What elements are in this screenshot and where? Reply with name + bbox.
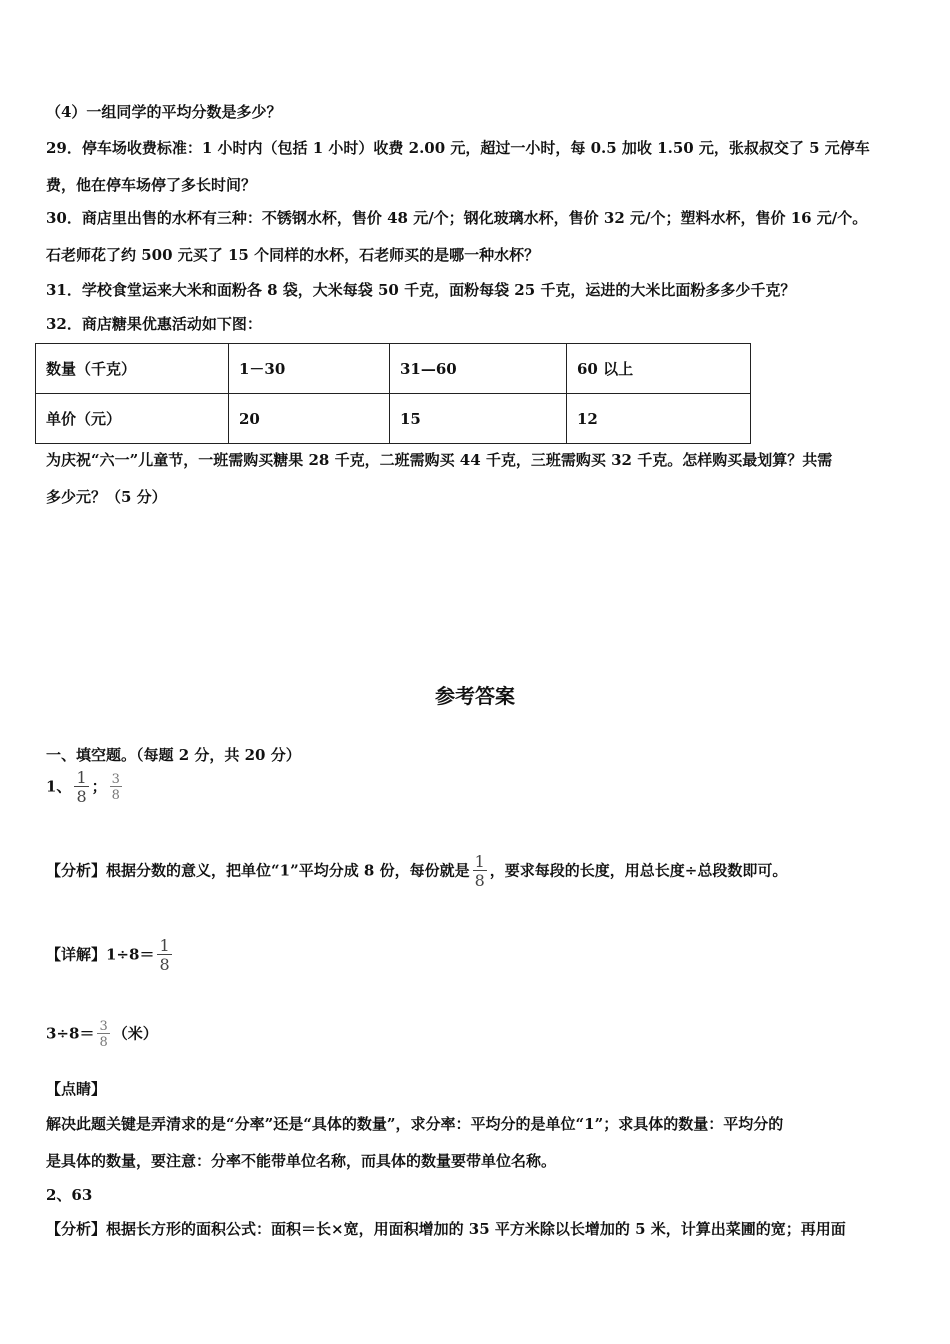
answers-title: 参考答案 (435, 684, 515, 708)
analysis-2: 【分析】根据长方形的面积公式：面积＝长×宽，用面积增加的 35 平方米除以长增加的 5 米，计算出菜圃的宽；再用面 (46, 1220, 846, 1238)
fraction-denominator: 8 (474, 871, 485, 890)
table-cell: 60 以上 (567, 344, 751, 394)
question-30-line1: 30．商店里出售的水杯有三种：不锈钢水杯，售价 48 元/个；钢化玻璃水杯，售价 32 元/个；塑料水杯，售价 16 元/个。 (46, 209, 868, 227)
fraction-denominator: 8 (76, 787, 87, 806)
question-32-after-line1: 为庆祝“六一”儿童节，一班需购买糖果 28 千克，二班需购买 44 千克，三班需购买 32 千克。怎样购买最划算？共需 (46, 451, 833, 469)
fraction (97, 1020, 109, 1049)
table-cell: 15 (390, 394, 567, 444)
question-4: （4）一组同学的平均分数是多少？ (46, 103, 282, 121)
question-32-after-line2: 多少元？（5 分） (46, 488, 167, 506)
table-cell: 1－30 (229, 344, 390, 394)
fraction-numerator: 3 (111, 772, 120, 787)
tip-line2: 是具体的数量，要注意：分率不能带单位名称，而具体的数量要带单位名称。 (46, 1152, 557, 1170)
tip-label: 【点睛】 (46, 1080, 107, 1098)
question-29-line2: 费，他在停车场停了多长时间？ (46, 176, 257, 194)
fraction-numerator: 1 (76, 768, 87, 787)
section-1-heading: 一、填空题。（每题 2 分，共 20 分） (46, 746, 301, 764)
fraction (473, 854, 487, 889)
table-row (36, 344, 751, 394)
question-29-line1: 29．停车场收费标准：1 小时内（包括 1 小时）收费 2.00 元，超过一小时，每 0.5 加收 1.50 元，张叔叔交了 5 元停车 (46, 139, 870, 157)
fraction (74, 770, 88, 805)
question-32: 32．商店糖果优惠活动如下图： (46, 315, 262, 333)
fraction-denominator: 8 (111, 788, 120, 803)
table-cell: 单价（元） (36, 394, 229, 444)
table-cell: 20 (229, 394, 390, 444)
detail-1-text: 【详解】1÷8＝ (46, 945, 155, 964)
calc-2-unit: （米） (112, 1024, 158, 1043)
analysis-1-text-end: ，要求每段的长度，用总长度÷总段数即可。 (489, 861, 788, 880)
fraction-denominator: 8 (159, 955, 170, 974)
analysis-1 (46, 854, 787, 889)
fraction-numerator: 1 (159, 936, 170, 955)
fraction-numerator: 1 (474, 852, 485, 871)
price-table (35, 343, 751, 444)
answer-1-separator: ； (91, 777, 107, 796)
table-cell: 31—60 (390, 344, 567, 394)
question-30-line2: 石老师花了约 500 元买了 15 个同样的水杯，石老师买的是哪一种水杯？ (46, 246, 540, 264)
detail-1 (46, 938, 175, 973)
answer-1 (46, 770, 125, 805)
fraction-numerator: 3 (99, 1019, 108, 1034)
fraction (110, 773, 122, 802)
table-cell: 数量（千克） (36, 344, 229, 394)
answer-1-prefix: 1、 (46, 777, 72, 796)
tip-line1: 解决此题关键是弄清求的是“分率”还是“具体的数量”，求分率：平均分的是单位“1”；求具体的数量：平均分的 (46, 1115, 784, 1133)
fraction (157, 938, 171, 973)
calc-2-text: 3÷8＝ (46, 1024, 95, 1043)
analysis-1-text: 【分析】根据分数的意义，把单位“1”平均分成 8 份，每份就是 (46, 861, 470, 880)
table-cell: 12 (567, 394, 751, 444)
calc-2 (46, 1020, 158, 1049)
fraction-denominator: 8 (99, 1035, 108, 1050)
table-row (36, 394, 751, 444)
question-31: 31．学校食堂运来大米和面粉各 8 袋，大米每袋 50 千克，面粉每袋 25 千克，运进的大米比面粉多多少千克？ (46, 281, 796, 299)
answer-2: 2、63 (46, 1186, 93, 1204)
